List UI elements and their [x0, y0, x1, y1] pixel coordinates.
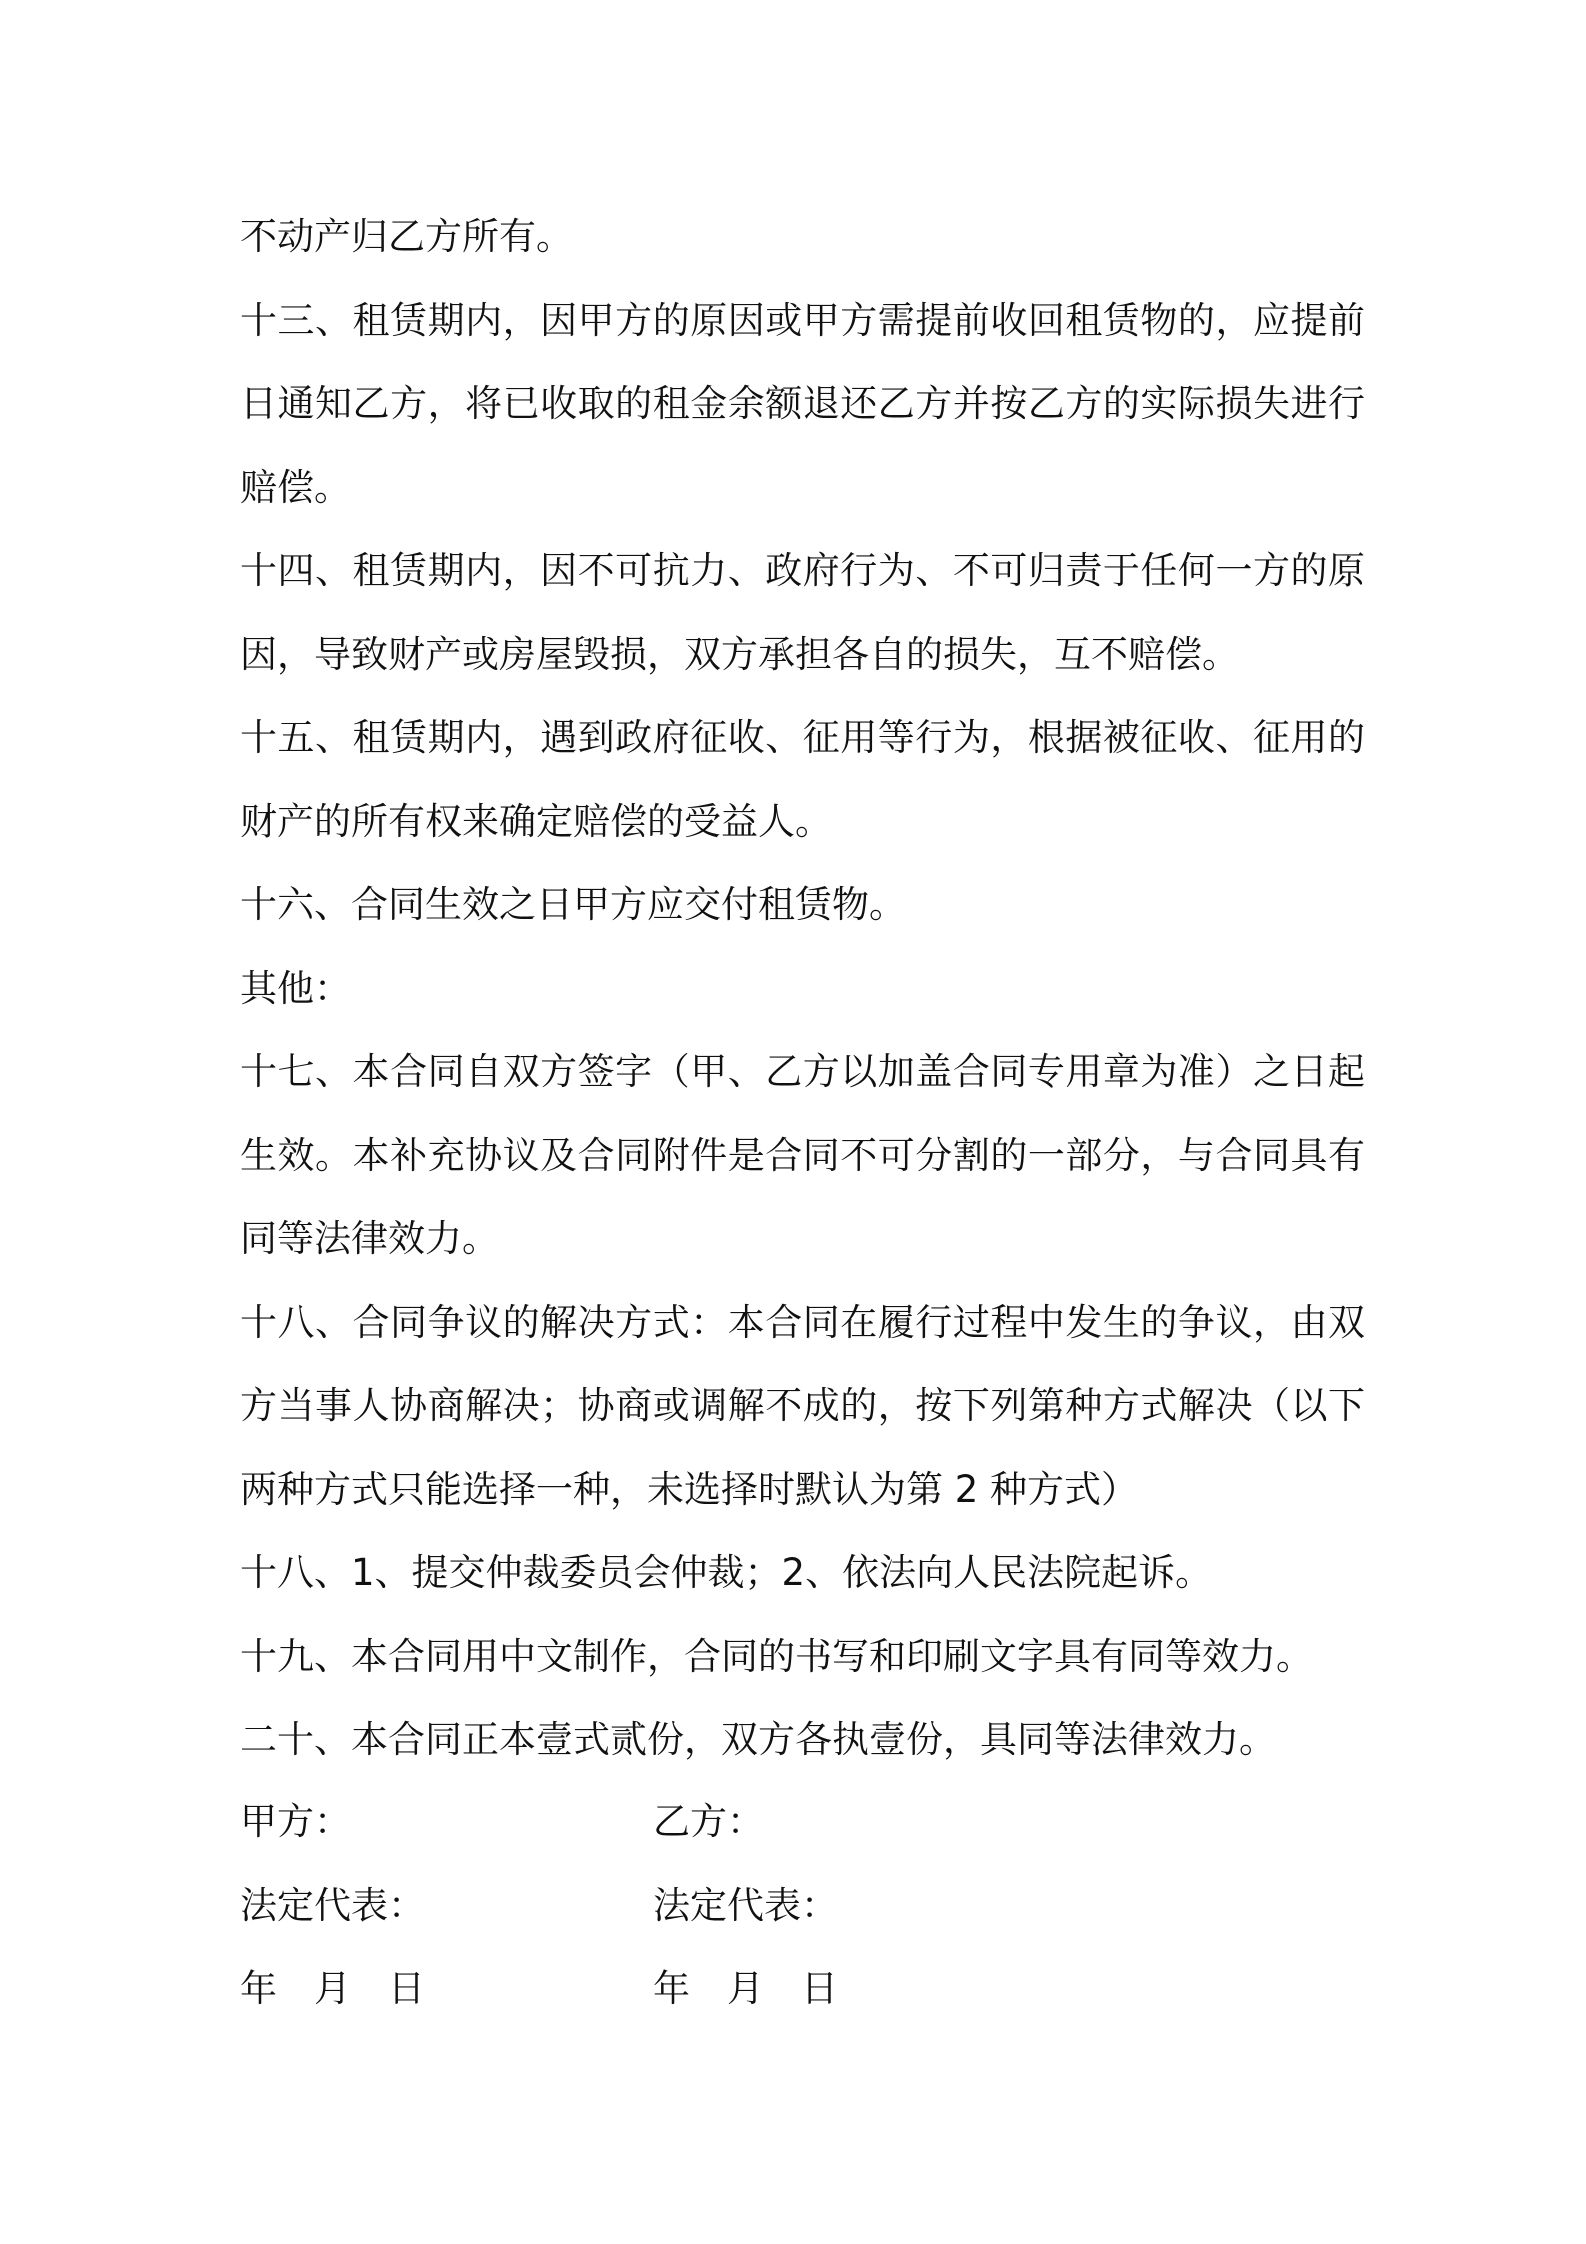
clause-20: 二十、本合同正本壹式贰份，双方各执壹份，具同等法律效力。: [240, 1718, 1276, 1761]
date-a-label: 年 月 日: [240, 1967, 425, 2010]
clause-15: 十五、租赁期内，遇到政府征收、征用等行为，根据被征收、征用的财产的所有权来确定赔偿的受益人。: [240, 716, 1365, 843]
party-b-label: 乙方：: [653, 1800, 764, 1843]
clause-16: 十六、合同生效之日甲方应交付租赁物。: [240, 883, 906, 926]
clause-13: 十三、租赁期内，因甲方的原因或甲方需提前收回租赁物的，应提前日通知乙方，将已收取的租金余额退还乙方并按乙方的实际损失进行赔偿。: [240, 298, 1365, 509]
clause-19: 十九、本合同用中文制作，合同的书写和印刷文字具有同等效力。: [240, 1634, 1313, 1678]
signature-party-row: [240, 1780, 1365, 1864]
clause-18: 十八、合同争议的解决方式：本合同在履行过程中发生的争议，由双方当事人协商解决；协商或调解不成的，按下列第种方式解决（以下两种方式只能选择一种，未选择时默认为第 2 种方式）: [240, 1300, 1365, 1511]
legal-rep-b-label: 法定代表：: [653, 1883, 838, 1927]
contract-body: [240, 195, 1365, 1782]
signature-block: [240, 1780, 1365, 2031]
clause-18-options: 十八、1、提交仲裁委员会仲裁；2、依法向人民法院起诉。: [240, 1551, 1213, 1594]
clause-12-tail: 不动产归乙方所有。: [240, 215, 573, 258]
section-other-heading: 其他：: [240, 966, 351, 1010]
date-b-label: 年 月 日: [653, 1967, 838, 2010]
signature-date-row: [240, 1947, 1365, 2031]
signature-rep-row: [240, 1864, 1365, 1948]
legal-rep-a-label: 法定代表：: [240, 1883, 425, 1927]
clause-17: 十七、本合同自双方签字（甲、乙方以加盖合同专用章为准）之日起生效。本补充协议及合同附件是合同不可分割的一部分，与合同具有同等法律效力。: [240, 1050, 1365, 1260]
party-a-label: 甲方：: [240, 1800, 351, 1843]
clause-14: 十四、租赁期内，因不可抗力、政府行为、不可归责于任何一方的原因，导致财产或房屋毁损，双方承担各自的损失，互不赔偿。: [240, 549, 1365, 676]
